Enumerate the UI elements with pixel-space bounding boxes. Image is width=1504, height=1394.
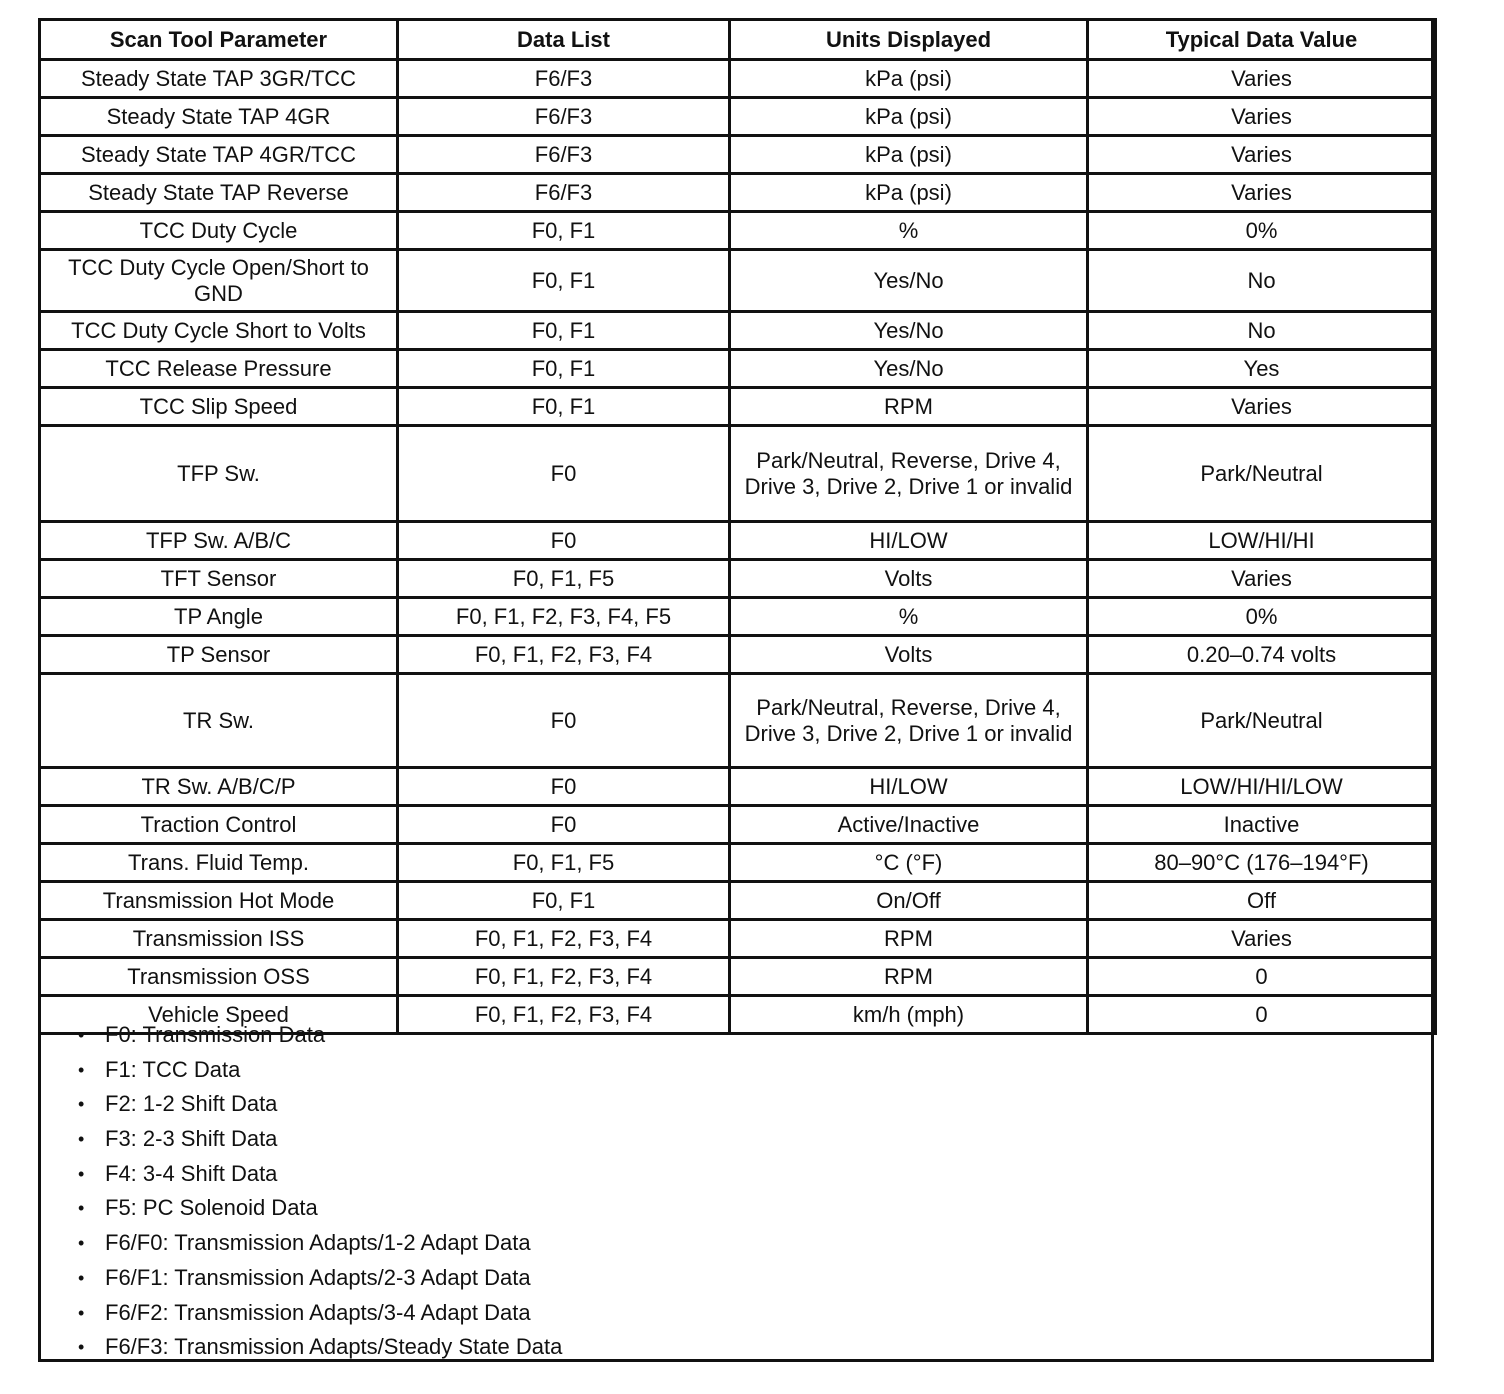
- table-row: [40, 768, 1436, 806]
- cell-data-list: F6/F3: [398, 98, 730, 136]
- legend-item-text: F6/F3: Transmission Adapts/Steady State Data: [105, 1334, 563, 1360]
- legend-item: [78, 1087, 562, 1122]
- table-row: [40, 350, 1436, 388]
- bullet-icon: •: [78, 1302, 85, 1323]
- cell-typical: LOW/HI/HI: [1088, 522, 1436, 560]
- cell-units: %: [730, 598, 1088, 636]
- table-row: [40, 522, 1436, 560]
- cell-data-list: F0, F1, F5: [398, 560, 730, 598]
- legend-item: [78, 1122, 562, 1157]
- cell-data-list: F0: [398, 674, 730, 768]
- table-row: [40, 882, 1436, 920]
- cell-data-list: F6/F3: [398, 136, 730, 174]
- cell-units: RPM: [730, 388, 1088, 426]
- cell-typical: Varies: [1088, 560, 1436, 598]
- table-row: [40, 844, 1436, 882]
- legend-item-text: F3: 2-3 Shift Data: [105, 1126, 278, 1152]
- cell-parameter: Steady State TAP 4GR/TCC: [40, 136, 398, 174]
- header-row: [40, 20, 1436, 60]
- cell-units: kPa (psi): [730, 60, 1088, 98]
- cell-units: Park/Neutral, Reverse, Drive 4, Drive 3, Drive 2, Drive 1 or invalid: [730, 674, 1088, 768]
- bullet-icon: •: [78, 1094, 85, 1115]
- cell-data-list: F0: [398, 806, 730, 844]
- bullet-icon: •: [78, 1059, 85, 1080]
- table-row: [40, 674, 1436, 768]
- legend-item-text: F5: PC Solenoid Data: [105, 1195, 318, 1221]
- header-parameter: Scan Tool Parameter: [40, 20, 398, 60]
- legend-item: [78, 1053, 562, 1088]
- cell-units: %: [730, 212, 1088, 250]
- legend-item: [78, 1018, 562, 1053]
- table-row: [40, 806, 1436, 844]
- cell-typical: LOW/HI/HI/LOW: [1088, 768, 1436, 806]
- cell-data-list: F6/F3: [398, 174, 730, 212]
- bullet-icon: •: [78, 1163, 85, 1184]
- table-row: [40, 958, 1436, 996]
- cell-data-list: F0, F1, F2, F3, F4: [398, 958, 730, 996]
- cell-data-list: F0, F1, F2, F3, F4: [398, 920, 730, 958]
- cell-data-list: F0, F1: [398, 250, 730, 312]
- cell-units: Volts: [730, 560, 1088, 598]
- cell-parameter: Traction Control: [40, 806, 398, 844]
- legend-item: [78, 1157, 562, 1192]
- cell-typical: Yes: [1088, 350, 1436, 388]
- cell-units: Yes/No: [730, 350, 1088, 388]
- cell-parameter: TCC Slip Speed: [40, 388, 398, 426]
- table-row: [40, 312, 1436, 350]
- cell-data-list: F0, F1: [398, 312, 730, 350]
- cell-typical: 0%: [1088, 598, 1436, 636]
- table-row: [40, 250, 1436, 312]
- bullet-icon: •: [78, 1337, 85, 1358]
- header-typical: Typical Data Value: [1088, 20, 1436, 60]
- bullet-icon: •: [78, 1267, 85, 1288]
- cell-units: RPM: [730, 920, 1088, 958]
- cell-typical: 80–90°C (176–194°F): [1088, 844, 1436, 882]
- cell-parameter: Trans. Fluid Temp.: [40, 844, 398, 882]
- cell-units: RPM: [730, 958, 1088, 996]
- cell-units: On/Off: [730, 882, 1088, 920]
- cell-parameter: TP Angle: [40, 598, 398, 636]
- cell-parameter: TP Sensor: [40, 636, 398, 674]
- cell-data-list: F0, F1: [398, 212, 730, 250]
- legend-item: [78, 1296, 562, 1331]
- legend-item-text: F6/F2: Transmission Adapts/3-4 Adapt Data: [105, 1299, 531, 1325]
- legend-item-text: F6/F1: Transmission Adapts/2-3 Adapt Data: [105, 1264, 531, 1290]
- legend-item-text: F4: 3-4 Shift Data: [105, 1160, 278, 1186]
- cell-typical: Varies: [1088, 388, 1436, 426]
- cell-parameter: TFP Sw.: [40, 426, 398, 522]
- table-row: [40, 560, 1436, 598]
- cell-parameter: TCC Duty Cycle Open/Short to GND: [40, 250, 398, 312]
- cell-typical: No: [1088, 312, 1436, 350]
- cell-parameter: Transmission Hot Mode: [40, 882, 398, 920]
- cell-units: Yes/No: [730, 312, 1088, 350]
- legend-item-text: F6/F0: Transmission Adapts/1-2 Adapt Data: [105, 1230, 531, 1256]
- cell-typical: Park/Neutral: [1088, 426, 1436, 522]
- header-units: Units Displayed: [730, 20, 1088, 60]
- cell-parameter: TR Sw.: [40, 674, 398, 768]
- cell-data-list: F0: [398, 768, 730, 806]
- cell-units: kPa (psi): [730, 174, 1088, 212]
- legend-item-text: F2: 1-2 Shift Data: [105, 1091, 278, 1117]
- cell-parameter: Steady State TAP Reverse: [40, 174, 398, 212]
- cell-data-list: F0: [398, 426, 730, 522]
- table-row: [40, 212, 1436, 250]
- cell-parameter: TCC Release Pressure: [40, 350, 398, 388]
- table-row: [40, 636, 1436, 674]
- cell-typical: 0%: [1088, 212, 1436, 250]
- table-row: [40, 136, 1436, 174]
- cell-typical: Varies: [1088, 920, 1436, 958]
- cell-typical: Varies: [1088, 136, 1436, 174]
- cell-data-list: F0, F1, F2, F3, F4, F5: [398, 598, 730, 636]
- cell-typical: Varies: [1088, 60, 1436, 98]
- legend-item-text: F0: Transmission Data: [105, 1022, 326, 1047]
- cell-typical: Varies: [1088, 174, 1436, 212]
- scan-tool-data-table: [38, 18, 1437, 1035]
- cell-data-list: F0, F1, F5: [398, 844, 730, 882]
- cell-typical: Inactive: [1088, 806, 1436, 844]
- legend-item: [78, 1226, 562, 1261]
- cell-units: Active/Inactive: [730, 806, 1088, 844]
- table-row: [40, 920, 1436, 958]
- cell-parameter: TCC Duty Cycle Short to Volts: [40, 312, 398, 350]
- cell-parameter: Steady State TAP 4GR: [40, 98, 398, 136]
- cell-data-list: F0, F1: [398, 882, 730, 920]
- cell-units: Park/Neutral, Reverse, Drive 4, Drive 3, Drive 2, Drive 1 or invalid: [730, 426, 1088, 522]
- cell-typical: 0.20–0.74 volts: [1088, 636, 1436, 674]
- table-row: [40, 60, 1436, 98]
- cell-units: Yes/No: [730, 250, 1088, 312]
- data-list-legend: [78, 1018, 562, 1365]
- bullet-icon: •: [78, 1025, 85, 1045]
- cell-data-list: F0, F1: [398, 350, 730, 388]
- cell-parameter: TFT Sensor: [40, 560, 398, 598]
- cell-typical: 0: [1088, 996, 1436, 1034]
- cell-parameter: Vehicle Speed: [40, 996, 398, 1034]
- cell-typical: Off: [1088, 882, 1436, 920]
- bullet-icon: •: [78, 1233, 85, 1254]
- legend-item: [78, 1191, 562, 1226]
- cell-data-list: F0, F1: [398, 388, 730, 426]
- bullet-icon: •: [78, 1129, 85, 1150]
- cell-data-list: F0, F1, F2, F3, F4: [398, 636, 730, 674]
- cell-data-list: F0, F1, F2, F3, F4: [398, 996, 730, 1034]
- cell-typical: Varies: [1088, 98, 1436, 136]
- cell-parameter: TCC Duty Cycle: [40, 212, 398, 250]
- table-row: [40, 426, 1436, 522]
- bullet-icon: •: [78, 1198, 85, 1219]
- cell-units: °C (°F): [730, 844, 1088, 882]
- cell-typical: Park/Neutral: [1088, 674, 1436, 768]
- cell-parameter: Transmission ISS: [40, 920, 398, 958]
- cell-data-list: F6/F3: [398, 60, 730, 98]
- cell-parameter: TFP Sw. A/B/C: [40, 522, 398, 560]
- table-row: [40, 98, 1436, 136]
- legend-item: [78, 1261, 562, 1296]
- cell-units: Volts: [730, 636, 1088, 674]
- legend-item-text: F1: TCC Data: [105, 1056, 241, 1082]
- cell-parameter: TR Sw. A/B/C/P: [40, 768, 398, 806]
- cell-units: HI/LOW: [730, 768, 1088, 806]
- table-row: [40, 388, 1436, 426]
- table-row: [40, 598, 1436, 636]
- legend-item: [78, 1330, 562, 1365]
- cell-typical: No: [1088, 250, 1436, 312]
- cell-units: km/h (mph): [730, 996, 1088, 1034]
- cell-parameter: Transmission OSS: [40, 958, 398, 996]
- cell-units: HI/LOW: [730, 522, 1088, 560]
- cell-units: kPa (psi): [730, 136, 1088, 174]
- cell-parameter: Steady State TAP 3GR/TCC: [40, 60, 398, 98]
- cell-typical: 0: [1088, 958, 1436, 996]
- cell-data-list: F0: [398, 522, 730, 560]
- cell-units: kPa (psi): [730, 98, 1088, 136]
- header-data-list: Data List: [398, 20, 730, 60]
- table-row: [40, 174, 1436, 212]
